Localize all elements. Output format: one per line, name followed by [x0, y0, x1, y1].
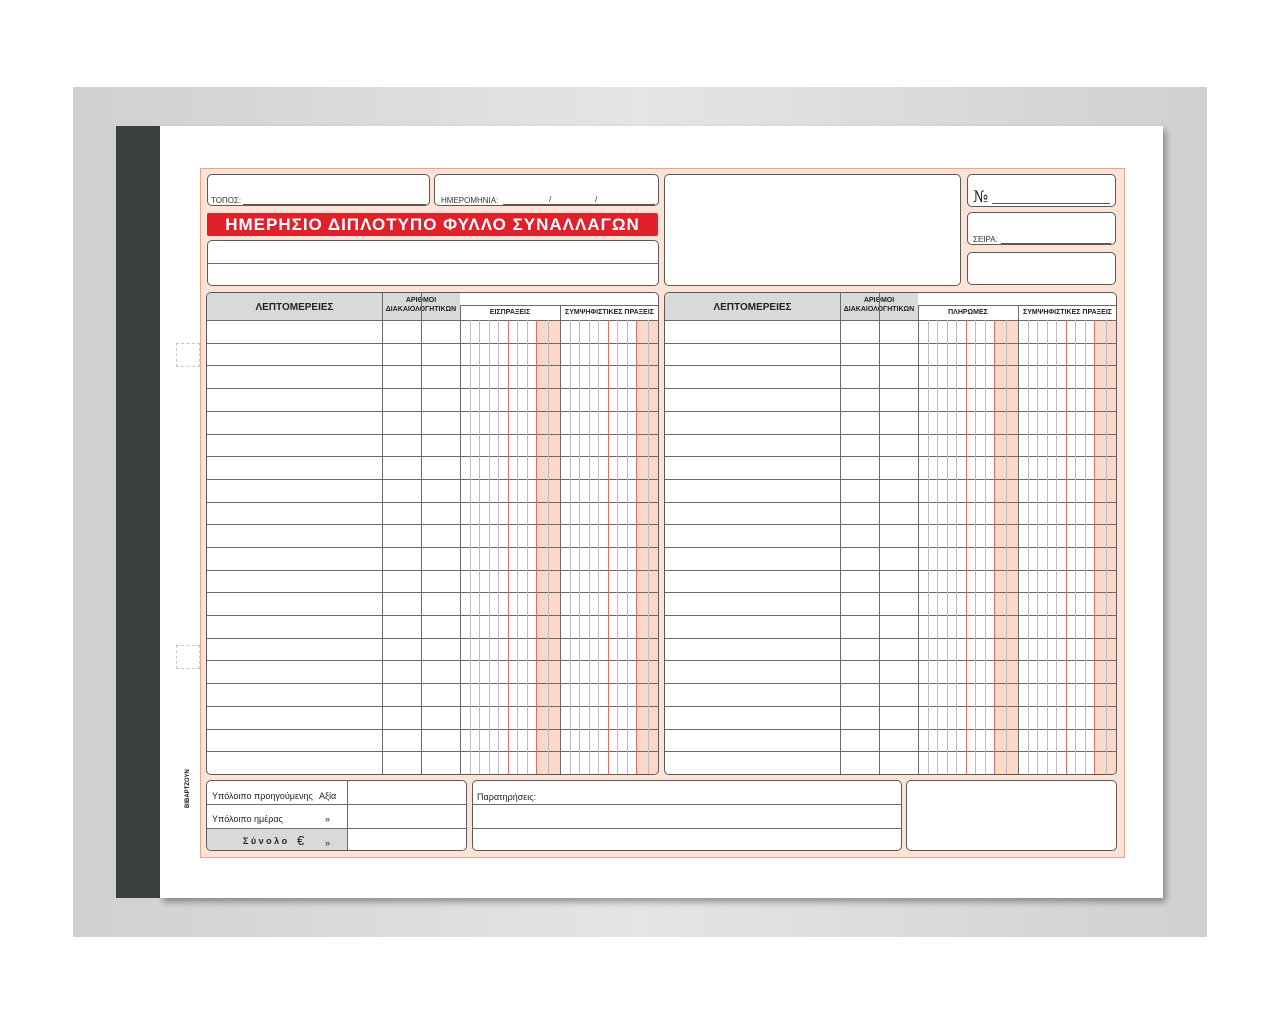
row-line — [665, 456, 1117, 457]
row-line — [665, 751, 1117, 752]
signature-box[interactable] — [906, 780, 1117, 851]
row-line — [207, 502, 659, 503]
ditto-mark: » — [325, 838, 331, 848]
row-line — [207, 706, 659, 707]
row-line — [665, 774, 1117, 775]
digit-line — [517, 320, 518, 775]
column-divider — [918, 305, 919, 775]
remarks-line — [473, 828, 901, 829]
digit-line — [570, 320, 571, 775]
row-line — [207, 592, 659, 593]
digit-line — [1047, 320, 1048, 775]
digit-line — [470, 320, 471, 775]
number-field[interactable] — [967, 174, 1116, 207]
numbers-header-line1: ΑΡΙΘΜΟΙ — [405, 297, 437, 304]
date-separator: / — [595, 195, 598, 204]
total-label: Σ ύ ν ο λ ο — [243, 836, 288, 846]
numbers-header-line1: ΑΡΙΘΜΟΙ — [863, 297, 895, 304]
row-line — [665, 570, 1117, 571]
row-divider — [207, 804, 467, 805]
digit-line — [1037, 320, 1038, 775]
row-line — [665, 660, 1117, 661]
place-underline — [243, 204, 426, 205]
row-line — [207, 456, 659, 457]
ditto-mark: » — [325, 814, 331, 824]
row-line — [665, 479, 1117, 480]
row-line — [207, 365, 659, 366]
digit-line — [985, 320, 986, 775]
row-line — [665, 615, 1117, 616]
row-line — [207, 638, 659, 639]
day-balance-label: Υπόλοιπο ημέρας — [212, 814, 283, 824]
digit-line — [947, 320, 948, 775]
date-separator: / — [549, 195, 552, 204]
row-divider — [207, 828, 467, 829]
euro-icon: € — [297, 833, 305, 848]
numbers-header-line2: ΔΙΑΚΑΙΟΛΟΓΗΤΙΚΩΝ — [385, 306, 457, 313]
row-line — [207, 388, 659, 389]
prev-balance-label: Υπόλοιπο προηγούμενης — [212, 791, 313, 801]
field-divider — [208, 263, 658, 264]
payments-header: ΠΛΗΡΩΜΕΣ — [948, 309, 988, 316]
digit-line — [548, 320, 549, 775]
digit-line — [527, 320, 528, 775]
digit-line — [1075, 320, 1076, 775]
extra-field[interactable] — [967, 252, 1116, 285]
header-divider — [207, 320, 659, 321]
perforation-mark — [176, 343, 200, 367]
offset-header: ΣΥΜΨΗΦΙΣΤΙΚΕΣ ΠΡΑΞΕΙΣ — [565, 309, 654, 316]
row-line — [665, 729, 1117, 730]
stamp-box[interactable] — [664, 174, 961, 286]
receipts-table — [206, 292, 659, 775]
row-line — [665, 502, 1117, 503]
column-divider — [840, 293, 841, 775]
row-line — [207, 570, 659, 571]
digit-line — [627, 320, 628, 775]
digit-line — [1056, 320, 1057, 775]
digit-line — [937, 320, 938, 775]
row-line — [207, 751, 659, 752]
column-divider — [460, 305, 461, 775]
column-divider — [560, 305, 561, 775]
remarks-box[interactable] — [472, 780, 902, 851]
payments-table — [664, 292, 1117, 775]
digit-line — [579, 320, 580, 775]
brand-mark: ΒΙΒΑΡΤΖΟΥΝ — [185, 769, 191, 808]
row-line — [207, 547, 659, 548]
date-label: ΗΜΕΡΟΜΗΝΙΑ: — [441, 196, 499, 205]
perforation-mark — [176, 645, 200, 669]
thousands-separator-line — [508, 320, 509, 775]
digit-line — [1106, 320, 1107, 775]
digit-line — [1085, 320, 1086, 775]
col-divider — [347, 781, 348, 851]
binding-spine — [116, 126, 161, 898]
digit-line — [648, 320, 649, 775]
digit-line — [589, 320, 590, 775]
details-header: ΛΕΠΤΟΜΕΡΕΙΕΣ — [713, 302, 792, 313]
row-line — [665, 388, 1117, 389]
row-line — [207, 479, 659, 480]
row-line — [207, 434, 659, 435]
name-field[interactable] — [207, 240, 659, 286]
row-line — [207, 524, 659, 525]
row-line — [665, 524, 1117, 525]
place-label: ΤΟΠΟΣ: — [211, 196, 242, 205]
details-header: ΛΕΠΤΟΜΕΡΕΙΕΣ — [255, 302, 334, 313]
numbers-header-line2: ΔΙΑΚΑΙΟΛΟΓΗΤΙΚΩΝ — [843, 306, 915, 313]
thousands-separator-line — [966, 320, 967, 775]
series-underline — [1001, 243, 1111, 244]
date-underline — [503, 204, 655, 205]
digit-line — [928, 320, 929, 775]
decimal-separator-line — [536, 320, 537, 775]
row-line — [207, 774, 659, 775]
column-divider — [1018, 305, 1019, 775]
decimal-separator-line — [1094, 320, 1095, 775]
column-divider — [879, 293, 880, 775]
row-line — [207, 615, 659, 616]
column-divider — [421, 293, 422, 775]
digit-line — [975, 320, 976, 775]
thousands-separator-line — [608, 320, 609, 775]
digit-line — [498, 320, 499, 775]
row-line — [207, 411, 659, 412]
receipts-header: ΕΙΣΠΡΑΞΕΙΣ — [489, 309, 531, 316]
row-line — [665, 434, 1117, 435]
thousands-separator-line — [1066, 320, 1067, 775]
digit-line — [598, 320, 599, 775]
row-line — [665, 706, 1117, 707]
number-underline — [992, 203, 1110, 204]
digit-line — [1028, 320, 1029, 775]
row-line — [665, 411, 1117, 412]
row-line — [207, 683, 659, 684]
row-line — [207, 729, 659, 730]
place-field[interactable] — [207, 174, 430, 206]
series-field[interactable] — [967, 212, 1116, 245]
row-line — [665, 638, 1117, 639]
offset-header: ΣΥΜΨΗΦΙΣΤΙΚΕΣ ΠΡΑΞΕΙΣ — [1023, 309, 1112, 316]
remarks-line — [473, 804, 901, 805]
number-sign: № — [973, 187, 989, 206]
decimal-separator-line — [636, 320, 637, 775]
series-label: ΣΕΙΡΑ: — [973, 235, 998, 244]
balance-box[interactable] — [206, 780, 467, 851]
row-line — [665, 343, 1117, 344]
value-label: Αξία — [319, 791, 337, 801]
digit-line — [617, 320, 618, 775]
digit-line — [956, 320, 957, 775]
date-field[interactable] — [434, 174, 659, 206]
header-divider — [665, 320, 1117, 321]
column-divider — [382, 293, 383, 775]
row-line — [665, 365, 1117, 366]
digit-line — [489, 320, 490, 775]
decimal-separator-line — [994, 320, 995, 775]
digit-line — [1006, 320, 1007, 775]
row-line — [665, 592, 1117, 593]
remarks-label: Παρατηρήσεις: — [477, 792, 537, 802]
row-line — [207, 660, 659, 661]
form-title: ΗΜΕΡΗΣΙΟ ΔΙΠΛΟΤΥΠΟ ΦΥΛΛΟ ΣΥΝΑΛΛΑΓΩΝ — [207, 213, 658, 236]
row-line — [665, 547, 1117, 548]
digit-line — [479, 320, 480, 775]
row-line — [665, 683, 1117, 684]
row-line — [207, 343, 659, 344]
